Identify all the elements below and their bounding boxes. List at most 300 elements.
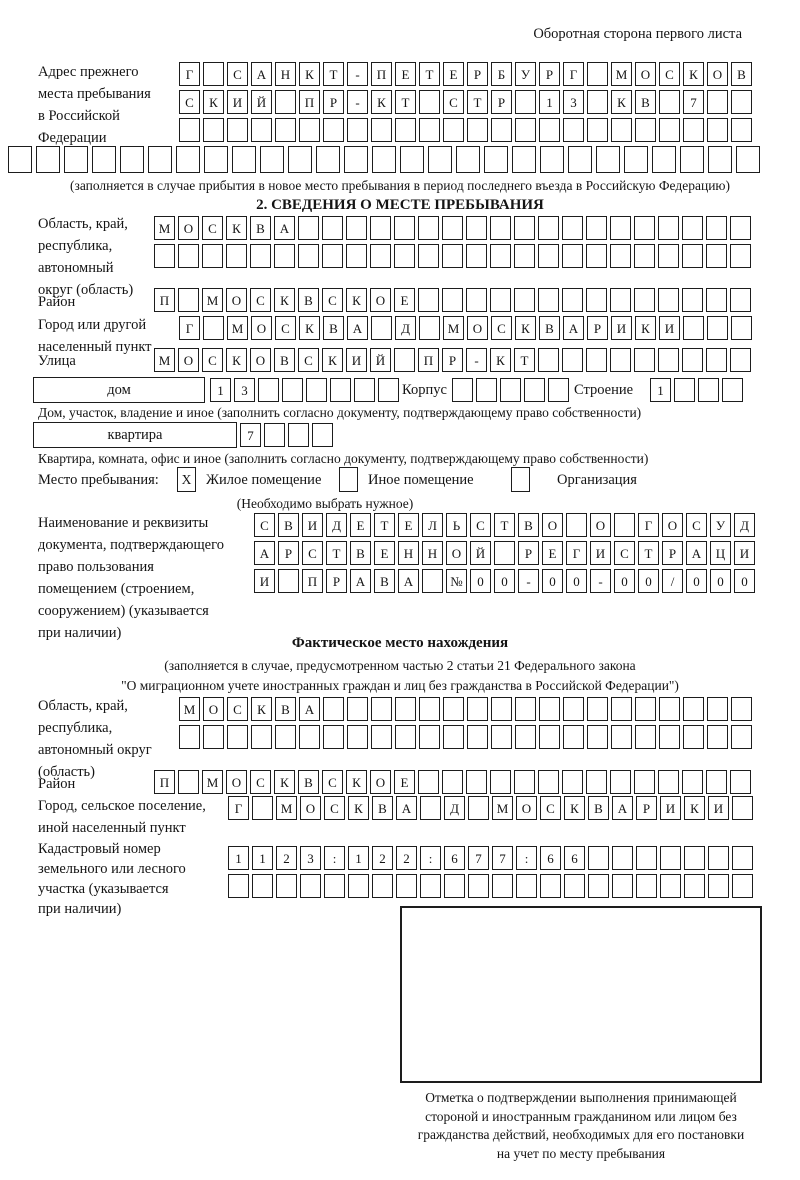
char-cell[interactable]: - <box>590 569 611 593</box>
char-cell[interactable] <box>276 874 297 898</box>
char-cell[interactable]: К <box>490 348 511 372</box>
char-cell[interactable] <box>682 244 703 268</box>
char-cell[interactable]: К <box>348 796 369 820</box>
char-cell[interactable] <box>322 216 343 240</box>
char-cell[interactable]: П <box>299 90 320 114</box>
char-cell[interactable]: 0 <box>542 569 563 593</box>
char-cell[interactable]: 3 <box>300 846 321 870</box>
char-cell[interactable] <box>707 316 728 340</box>
char-cell[interactable] <box>658 216 679 240</box>
char-cell[interactable]: 2 <box>396 846 417 870</box>
char-cell[interactable] <box>418 288 439 312</box>
char-cell[interactable] <box>371 316 392 340</box>
char-cell[interactable] <box>275 90 296 114</box>
doc-row-2[interactable] <box>254 541 755 565</box>
cadastre-row-2[interactable] <box>228 874 753 898</box>
char-cell[interactable] <box>64 146 88 173</box>
stroenie-row[interactable] <box>650 378 743 402</box>
char-cell[interactable] <box>706 216 727 240</box>
char-cell[interactable]: Ь <box>446 513 467 537</box>
char-cell[interactable]: Р <box>278 541 299 565</box>
char-cell[interactable]: П <box>154 288 175 312</box>
char-cell[interactable] <box>611 725 632 749</box>
char-cell[interactable]: М <box>154 216 175 240</box>
char-cell[interactable] <box>732 846 753 870</box>
char-cell[interactable] <box>203 62 224 86</box>
char-cell[interactable] <box>322 244 343 268</box>
fact-city-row[interactable] <box>228 796 753 820</box>
char-cell[interactable] <box>372 874 393 898</box>
char-cell[interactable]: Е <box>350 513 371 537</box>
char-cell[interactable] <box>347 697 368 721</box>
char-cell[interactable] <box>707 697 728 721</box>
char-cell[interactable] <box>148 146 172 173</box>
char-cell[interactable] <box>707 725 728 749</box>
char-cell[interactable] <box>370 244 391 268</box>
char-cell[interactable] <box>419 90 440 114</box>
char-cell[interactable] <box>444 874 465 898</box>
char-cell[interactable]: В <box>588 796 609 820</box>
char-cell[interactable]: К <box>299 316 320 340</box>
char-cell[interactable]: А <box>686 541 707 565</box>
char-cell[interactable] <box>636 874 657 898</box>
char-cell[interactable]: Р <box>662 541 683 565</box>
char-cell[interactable] <box>730 244 751 268</box>
char-cell[interactable]: П <box>371 62 392 86</box>
char-cell[interactable] <box>442 288 463 312</box>
char-cell[interactable]: И <box>708 796 729 820</box>
char-cell[interactable]: Р <box>539 62 560 86</box>
char-cell[interactable] <box>540 874 561 898</box>
char-cell[interactable]: А <box>254 541 275 565</box>
char-cell[interactable]: С <box>540 796 561 820</box>
char-cell[interactable] <box>274 244 295 268</box>
korpus-row[interactable] <box>452 378 569 402</box>
char-cell[interactable]: В <box>350 541 371 565</box>
char-cell[interactable]: И <box>227 90 248 114</box>
char-cell[interactable] <box>612 874 633 898</box>
checkbox-other-premises[interactable] <box>339 467 358 492</box>
char-cell[interactable] <box>282 378 303 402</box>
char-cell[interactable] <box>562 244 583 268</box>
char-cell[interactable] <box>323 697 344 721</box>
char-cell[interactable]: В <box>539 316 560 340</box>
char-cell[interactable]: № <box>446 569 467 593</box>
char-cell[interactable]: О <box>178 216 199 240</box>
char-cell[interactable] <box>539 697 560 721</box>
char-cell[interactable]: Е <box>398 513 419 537</box>
char-cell[interactable]: И <box>734 541 755 565</box>
char-cell[interactable]: Ц <box>710 541 731 565</box>
char-cell[interactable]: Е <box>394 770 415 794</box>
char-cell[interactable] <box>708 874 729 898</box>
char-cell[interactable]: 0 <box>494 569 515 593</box>
char-cell[interactable] <box>684 874 705 898</box>
char-cell[interactable]: : <box>516 846 537 870</box>
char-cell[interactable] <box>203 118 224 142</box>
char-cell[interactable] <box>252 796 273 820</box>
char-cell[interactable] <box>324 874 345 898</box>
fact-region-row-2[interactable] <box>179 725 752 749</box>
char-cell[interactable] <box>298 216 319 240</box>
char-cell[interactable] <box>563 697 584 721</box>
char-cell[interactable]: А <box>274 216 295 240</box>
char-cell[interactable]: К <box>346 288 367 312</box>
char-cell[interactable] <box>708 846 729 870</box>
char-cell[interactable]: Р <box>467 62 488 86</box>
char-cell[interactable] <box>299 725 320 749</box>
char-cell[interactable]: Т <box>467 90 488 114</box>
char-cell[interactable] <box>515 697 536 721</box>
char-cell[interactable] <box>258 378 279 402</box>
char-cell[interactable] <box>264 423 285 447</box>
char-cell[interactable]: 0 <box>470 569 491 593</box>
char-cell[interactable]: Е <box>394 288 415 312</box>
char-cell[interactable]: О <box>370 770 391 794</box>
prev-address-row-1[interactable] <box>179 62 752 86</box>
char-cell[interactable]: Т <box>638 541 659 565</box>
char-cell[interactable]: 7 <box>492 846 513 870</box>
char-cell[interactable] <box>348 874 369 898</box>
char-cell[interactable]: Р <box>518 541 539 565</box>
char-cell[interactable]: - <box>347 90 368 114</box>
char-cell[interactable] <box>514 770 535 794</box>
char-cell[interactable] <box>419 725 440 749</box>
char-cell[interactable]: Р <box>442 348 463 372</box>
char-cell[interactable] <box>636 846 657 870</box>
char-cell[interactable]: Д <box>326 513 347 537</box>
char-cell[interactable]: В <box>250 216 271 240</box>
char-cell[interactable] <box>730 288 751 312</box>
char-cell[interactable]: С <box>227 62 248 86</box>
char-cell[interactable]: В <box>298 288 319 312</box>
char-cell[interactable] <box>395 118 416 142</box>
char-cell[interactable]: К <box>274 770 295 794</box>
char-cell[interactable] <box>490 288 511 312</box>
char-cell[interactable]: А <box>612 796 633 820</box>
char-cell[interactable]: К <box>322 348 343 372</box>
char-cell[interactable]: С <box>491 316 512 340</box>
char-cell[interactable] <box>419 697 440 721</box>
char-cell[interactable]: 1 <box>650 378 671 402</box>
char-cell[interactable]: А <box>299 697 320 721</box>
char-cell[interactable] <box>500 378 521 402</box>
char-cell[interactable]: Т <box>374 513 395 537</box>
char-cell[interactable] <box>226 244 247 268</box>
char-cell[interactable] <box>540 146 564 173</box>
char-cell[interactable]: К <box>635 316 656 340</box>
char-cell[interactable]: С <box>250 770 271 794</box>
char-cell[interactable] <box>538 244 559 268</box>
char-cell[interactable] <box>346 244 367 268</box>
char-cell[interactable]: С <box>659 62 680 86</box>
char-cell[interactable] <box>562 216 583 240</box>
char-cell[interactable] <box>418 244 439 268</box>
char-cell[interactable]: Г <box>228 796 249 820</box>
char-cell[interactable] <box>418 216 439 240</box>
char-cell[interactable]: Т <box>494 513 515 537</box>
char-cell[interactable] <box>202 244 223 268</box>
city-row[interactable] <box>179 316 752 340</box>
doc-row-1[interactable] <box>254 513 755 537</box>
char-cell[interactable] <box>443 697 464 721</box>
char-cell[interactable]: М <box>611 62 632 86</box>
char-cell[interactable] <box>442 244 463 268</box>
char-cell[interactable]: И <box>302 513 323 537</box>
street-row[interactable] <box>154 348 751 372</box>
char-cell[interactable] <box>586 244 607 268</box>
char-cell[interactable] <box>466 288 487 312</box>
char-cell[interactable] <box>610 348 631 372</box>
char-cell[interactable]: Й <box>370 348 391 372</box>
char-cell[interactable]: Р <box>587 316 608 340</box>
char-cell[interactable]: К <box>251 697 272 721</box>
char-cell[interactable]: С <box>470 513 491 537</box>
char-cell[interactable] <box>611 697 632 721</box>
char-cell[interactable] <box>674 378 695 402</box>
char-cell[interactable] <box>394 348 415 372</box>
char-cell[interactable]: И <box>590 541 611 565</box>
char-cell[interactable] <box>684 846 705 870</box>
char-cell[interactable]: О <box>467 316 488 340</box>
char-cell[interactable] <box>419 118 440 142</box>
char-cell[interactable]: О <box>251 316 272 340</box>
char-cell[interactable] <box>372 146 396 173</box>
char-cell[interactable] <box>516 874 537 898</box>
char-cell[interactable]: В <box>278 513 299 537</box>
char-cell[interactable] <box>490 770 511 794</box>
char-cell[interactable] <box>736 146 760 173</box>
char-cell[interactable]: Г <box>563 62 584 86</box>
prev-address-row-3[interactable] <box>179 118 752 142</box>
char-cell[interactable] <box>395 697 416 721</box>
char-cell[interactable]: 0 <box>614 569 635 593</box>
char-cell[interactable] <box>443 118 464 142</box>
char-cell[interactable] <box>330 378 351 402</box>
char-cell[interactable]: / <box>662 569 683 593</box>
char-cell[interactable]: О <box>446 541 467 565</box>
char-cell[interactable]: О <box>250 348 271 372</box>
char-cell[interactable] <box>466 770 487 794</box>
char-cell[interactable] <box>179 725 200 749</box>
char-cell[interactable] <box>400 146 424 173</box>
char-cell[interactable]: Г <box>179 62 200 86</box>
char-cell[interactable] <box>514 288 535 312</box>
char-cell[interactable]: С <box>324 796 345 820</box>
char-cell[interactable]: К <box>515 316 536 340</box>
char-cell[interactable] <box>730 216 751 240</box>
char-cell[interactable] <box>683 118 704 142</box>
char-cell[interactable] <box>563 725 584 749</box>
char-cell[interactable]: В <box>274 348 295 372</box>
char-cell[interactable] <box>568 146 592 173</box>
char-cell[interactable] <box>538 216 559 240</box>
char-cell[interactable]: М <box>179 697 200 721</box>
char-cell[interactable] <box>514 244 535 268</box>
char-cell[interactable] <box>634 348 655 372</box>
char-cell[interactable] <box>251 725 272 749</box>
char-cell[interactable] <box>178 288 199 312</box>
char-cell[interactable]: С <box>302 541 323 565</box>
char-cell[interactable] <box>596 146 620 173</box>
char-cell[interactable]: 6 <box>564 846 585 870</box>
district-row[interactable] <box>154 288 751 312</box>
char-cell[interactable] <box>634 288 655 312</box>
char-cell[interactable] <box>587 90 608 114</box>
char-cell[interactable] <box>587 118 608 142</box>
char-cell[interactable]: С <box>202 216 223 240</box>
char-cell[interactable]: П <box>302 569 323 593</box>
char-cell[interactable]: В <box>372 796 393 820</box>
char-cell[interactable] <box>683 725 704 749</box>
char-cell[interactable]: : <box>420 846 441 870</box>
char-cell[interactable]: К <box>299 62 320 86</box>
char-cell[interactable] <box>562 348 583 372</box>
char-cell[interactable] <box>566 513 587 537</box>
char-cell[interactable]: О <box>542 513 563 537</box>
char-cell[interactable]: - <box>466 348 487 372</box>
char-cell[interactable] <box>452 378 473 402</box>
char-cell[interactable]: К <box>611 90 632 114</box>
char-cell[interactable] <box>564 874 585 898</box>
char-cell[interactable] <box>634 216 655 240</box>
char-cell[interactable] <box>8 146 32 173</box>
char-cell[interactable] <box>298 244 319 268</box>
char-cell[interactable]: К <box>683 62 704 86</box>
char-cell[interactable] <box>323 118 344 142</box>
char-cell[interactable] <box>288 423 309 447</box>
char-cell[interactable] <box>395 725 416 749</box>
char-cell[interactable]: С <box>322 288 343 312</box>
char-cell[interactable] <box>706 288 727 312</box>
char-cell[interactable] <box>610 244 631 268</box>
char-cell[interactable] <box>731 118 752 142</box>
char-cell[interactable] <box>658 770 679 794</box>
cadastre-row-1[interactable] <box>228 846 753 870</box>
char-cell[interactable]: А <box>398 569 419 593</box>
char-cell[interactable]: 0 <box>734 569 755 593</box>
char-cell[interactable]: Т <box>395 90 416 114</box>
char-cell[interactable] <box>587 725 608 749</box>
char-cell[interactable] <box>586 288 607 312</box>
char-cell[interactable] <box>394 244 415 268</box>
char-cell[interactable]: К <box>226 348 247 372</box>
char-cell[interactable]: О <box>516 796 537 820</box>
char-cell[interactable] <box>730 770 751 794</box>
char-cell[interactable]: Й <box>251 90 272 114</box>
char-cell[interactable] <box>232 146 256 173</box>
char-cell[interactable] <box>178 770 199 794</box>
char-cell[interactable] <box>731 725 752 749</box>
char-cell[interactable]: Т <box>326 541 347 565</box>
char-cell[interactable]: Р <box>491 90 512 114</box>
char-cell[interactable] <box>466 216 487 240</box>
char-cell[interactable] <box>418 770 439 794</box>
char-cell[interactable] <box>456 146 480 173</box>
char-cell[interactable]: К <box>684 796 705 820</box>
char-cell[interactable] <box>612 846 633 870</box>
char-cell[interactable]: В <box>518 513 539 537</box>
char-cell[interactable] <box>466 244 487 268</box>
char-cell[interactable]: С <box>298 348 319 372</box>
char-cell[interactable]: А <box>347 316 368 340</box>
char-cell[interactable] <box>680 146 704 173</box>
char-cell[interactable] <box>587 697 608 721</box>
char-cell[interactable] <box>586 348 607 372</box>
char-cell[interactable]: 1 <box>210 378 231 402</box>
char-cell[interactable] <box>420 874 441 898</box>
char-cell[interactable] <box>176 146 200 173</box>
char-cell[interactable] <box>732 874 753 898</box>
char-cell[interactable] <box>419 316 440 340</box>
char-cell[interactable] <box>227 725 248 749</box>
char-cell[interactable] <box>683 316 704 340</box>
char-cell[interactable]: М <box>202 288 223 312</box>
char-cell[interactable]: С <box>686 513 707 537</box>
char-cell[interactable] <box>515 725 536 749</box>
char-cell[interactable] <box>732 796 753 820</box>
char-cell[interactable] <box>587 62 608 86</box>
char-cell[interactable] <box>468 796 489 820</box>
char-cell[interactable] <box>586 770 607 794</box>
char-cell[interactable] <box>316 146 340 173</box>
char-cell[interactable] <box>722 378 743 402</box>
char-cell[interactable]: М <box>276 796 297 820</box>
char-cell[interactable] <box>660 874 681 898</box>
char-cell[interactable] <box>538 770 559 794</box>
char-cell[interactable] <box>344 146 368 173</box>
char-cell[interactable] <box>562 288 583 312</box>
char-cell[interactable] <box>312 423 333 447</box>
char-cell[interactable] <box>548 378 569 402</box>
char-cell[interactable]: П <box>154 770 175 794</box>
char-cell[interactable] <box>92 146 116 173</box>
char-cell[interactable]: О <box>662 513 683 537</box>
char-cell[interactable] <box>730 348 751 372</box>
char-cell[interactable]: Т <box>323 62 344 86</box>
char-cell[interactable]: М <box>202 770 223 794</box>
char-cell[interactable] <box>299 118 320 142</box>
char-cell[interactable]: 2 <box>276 846 297 870</box>
char-cell[interactable] <box>610 770 631 794</box>
char-cell[interactable] <box>538 348 559 372</box>
char-cell[interactable] <box>659 118 680 142</box>
char-cell[interactable] <box>394 216 415 240</box>
char-cell[interactable]: В <box>374 569 395 593</box>
char-cell[interactable] <box>420 796 441 820</box>
char-cell[interactable] <box>120 146 144 173</box>
char-cell[interactable]: К <box>226 216 247 240</box>
char-cell[interactable] <box>658 244 679 268</box>
char-cell[interactable] <box>706 244 727 268</box>
char-cell[interactable]: 0 <box>566 569 587 593</box>
char-cell[interactable]: Г <box>638 513 659 537</box>
char-cell[interactable] <box>658 288 679 312</box>
char-cell[interactable]: 3 <box>563 90 584 114</box>
char-cell[interactable] <box>227 118 248 142</box>
char-cell[interactable] <box>635 725 656 749</box>
char-cell[interactable]: Д <box>444 796 465 820</box>
char-cell[interactable] <box>371 725 392 749</box>
char-cell[interactable] <box>491 725 512 749</box>
char-cell[interactable] <box>323 725 344 749</box>
char-cell[interactable] <box>635 118 656 142</box>
char-cell[interactable]: 7 <box>683 90 704 114</box>
char-cell[interactable] <box>442 216 463 240</box>
char-cell[interactable] <box>635 697 656 721</box>
char-cell[interactable] <box>586 216 607 240</box>
char-cell[interactable] <box>708 146 732 173</box>
